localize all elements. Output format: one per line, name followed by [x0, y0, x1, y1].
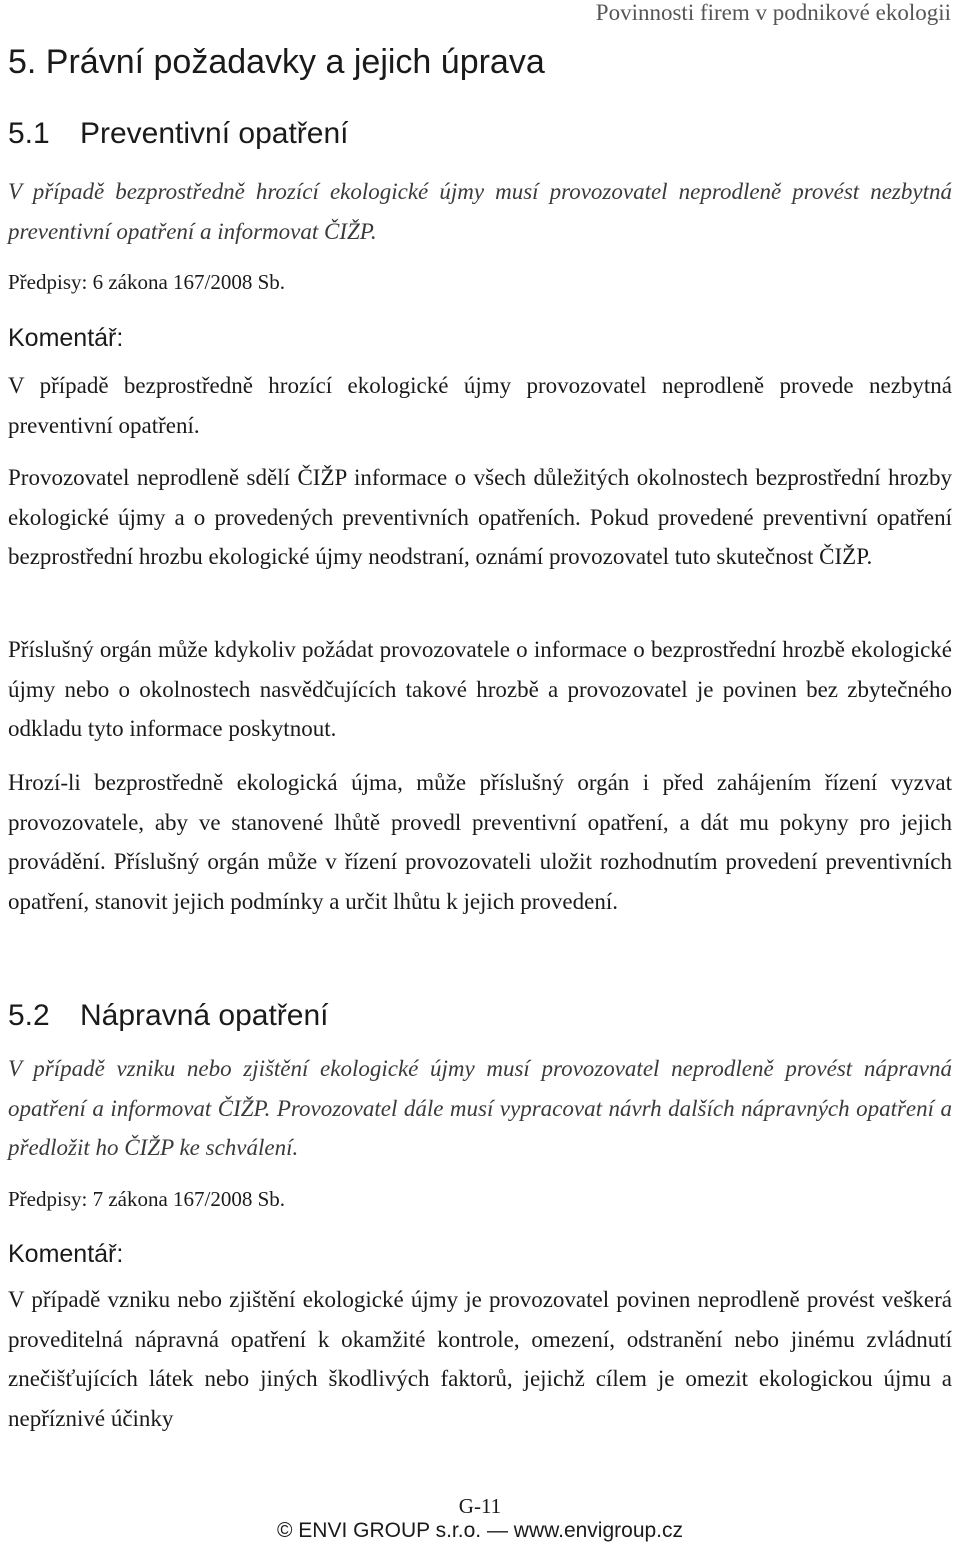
section-lead-5-2	[8, 1049, 952, 1168]
comment-paragraph-4	[8, 763, 952, 921]
comment-label: Komentář:	[8, 1240, 124, 1268]
comment-label-5-1	[8, 322, 952, 354]
comment-paragraph-5	[8, 1280, 952, 1438]
lead-paragraph: V případě bezprostředně hrozící ekologické újmy musí provozovatel neprodleně provést nezbytná preventivní opatření a informovat ČIŽP.	[8, 179, 952, 244]
legal-reference: Předpisy: 7 zákona 167/2008 Sb.	[8, 1187, 286, 1211]
paragraph: Příslušný orgán může kdykoliv požádat provozovatele o informace o bezprostřední hrozbě ekologické újmy nebo o okolnostech nasvědčujících takové hrozbě a provozovatel je povinen bez zbytečného odkladu tyto informace poskytnout.	[8, 637, 952, 741]
paragraph: V případě vzniku nebo zjištění ekologické újmy je provozovatel povinen neprodleně provést veškerá proveditelná nápravná opatření k okamžité kontrole, omezení, odstranění nebo jinému zvládnutí znečišťujících látek nebo jiných škodlivých faktorů, jejichž cílem je omezit ekologickou újmu a nepříznivé účinky	[8, 1287, 952, 1431]
comment-paragraph-3	[8, 630, 952, 749]
running-header: Povinnosti firem v podnikové ekologii	[595, 0, 951, 25]
page-number: G-11	[458, 1494, 502, 1518]
section-title: Nápravná opatření	[80, 999, 329, 1032]
section-heading-5-1	[8, 114, 952, 154]
lead-paragraph: V případě vzniku nebo zjištění ekologické újmy musí provozovatel neprodleně provést nápravná opatření a informovat ČIŽP. Provozovatel dále musí vypracovat návrh dalších nápravných opatření a předložit ho ČIŽP ke schválení.	[8, 1056, 952, 1160]
footer-copyright: © ENVI GROUP s.r.o. — www.envigroup.cz	[276, 1519, 684, 1542]
legal-reference-5-1	[8, 268, 952, 296]
section-number: 5.1	[8, 117, 50, 150]
section-title: Preventivní opatření	[80, 117, 349, 150]
comment-label: Komentář:	[8, 324, 124, 352]
section-number: 5.2	[8, 999, 50, 1032]
paragraph: V případě bezprostředně hrozící ekologické újmy provozovatel neprodleně provede nezbytná preventivní opatření.	[8, 373, 952, 438]
section-heading-5-2	[8, 996, 952, 1036]
section-lead-5-1	[8, 172, 952, 251]
paragraph: Hrozí-li bezprostředně ekologická újma, může příslušný orgán i před zahájením řízení vyzvat provozovatele, aby ve stanovené lhůtě provedl preventivní opatření, a dát mu pokyny pro jejich provádění. Příslušný orgán může v řízení provozovateli uložit rozhodnutím provedení preventivních opatření, stanovit jejich podmínky a určit lhůtu k jejich provedení.	[8, 770, 952, 914]
comment-label-5-2	[8, 1238, 952, 1270]
legal-reference: Předpisy: 6 zákona 167/2008 Sb.	[8, 270, 286, 294]
comment-paragraph-1	[8, 366, 952, 445]
chapter-title: 5. Právní požadavky a jejich úprava	[8, 43, 545, 81]
legal-reference-5-2	[8, 1185, 952, 1213]
comment-paragraph-2	[8, 458, 952, 577]
paragraph: Provozovatel neprodleně sdělí ČIŽP informace o všech důležitých okolnostech bezprostřední hrozby ekologické újmy a o provedených preventivních opatřeních. Pokud provedené preventivní opatření bezprostřední hrozbu ekologické újmy neodstraní, oznámí provozovatel tuto skutečnost ČIŽP.	[8, 465, 952, 569]
